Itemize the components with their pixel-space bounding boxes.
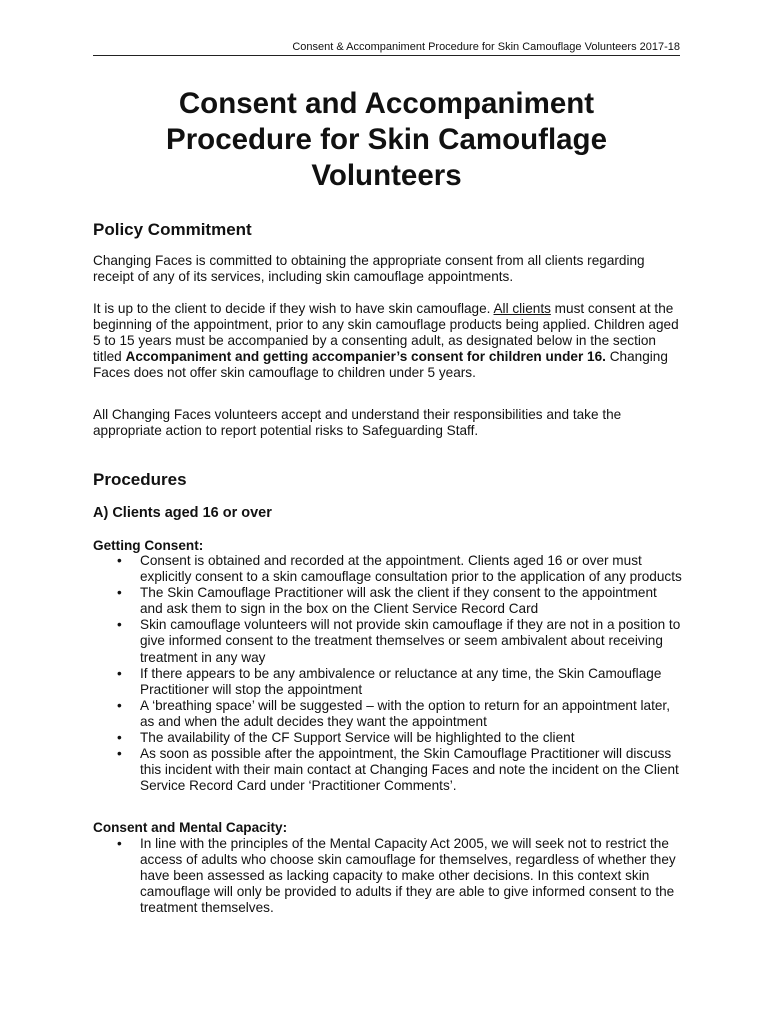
title-line-1: Consent and Accompaniment [178, 87, 595, 120]
bullet-icon: • [117, 617, 122, 633]
bullet-icon: • [117, 553, 122, 568]
all-clients-emphasis: All clients [493, 301, 551, 316]
procedures-heading: Procedures [93, 470, 187, 489]
policy-paragraph-1: Changing Faces is committed to obtaining the appropriate consent from all clients regarding receipt of any of its services, including skin camouflage appointments. [93, 253, 645, 285]
consent-item [93, 553, 683, 585]
consent-item-text: If there appears to be any ambivalence or reluctance at any time, the Skin Camouflage Practitioner will stop the appointment [140, 665, 662, 697]
capacity-item-text: In line with the principles of the Mental Capacity Act 2005, we will seek not to restrict the access of adults who choose skin camouflage for themselves, regardless of whether they have been assessed as lacking capacity to make other decisions. In this context skin camouflage will only be provided to adults if they are able to give informed consent to the treatment themselves. [140, 836, 676, 916]
policy-paragraph-3: All Changing Faces volunteers accept and understand their responsibilities and take the appropriate action to report potential risks to Safeguarding Staff. [93, 407, 622, 439]
consent-item-text: Consent is obtained and recorded at the appointment. Clients aged 16 or over must explicitly consent to a skin camouflage consultation prior to the application of any products [140, 553, 682, 585]
bullet-icon: • [117, 730, 122, 746]
bullet-icon: • [117, 585, 122, 601]
title-line-3: Volunteers [311, 159, 462, 192]
policy-paragraph-2 [93, 301, 683, 381]
consent-item-text: The Skin Camouflage Practitioner will ask the client if they consent to the appointment and ask them to sign in the box on the Client Service Record Card [140, 585, 657, 617]
consent-item [93, 666, 683, 698]
running-header: Consent & Accompaniment Procedure for Skin Camouflage Volunteers 2017-18 [93, 41, 680, 56]
p2-text-c: must consent at the beginning of the appointment, prior to any skin camouflage products being applied. Children aged 5 to 15 years must be accompanied by a consenting adult, as designated below in the section titled [93, 301, 679, 365]
consent-item [93, 617, 683, 665]
bullet-icon: • [117, 665, 122, 681]
title-line-2: Procedure for Skin Camouflage [166, 123, 607, 156]
capacity-item [93, 836, 683, 916]
mental-capacity-list [93, 836, 683, 916]
consent-item [93, 746, 683, 794]
section-reference: Accompaniment and getting accompanier’s consent for children under 16. [125, 349, 606, 365]
document-title [93, 86, 680, 194]
consent-item [93, 730, 683, 746]
consent-item-text: The availability of the CF Support Service will be highlighted to the client [140, 730, 575, 746]
mental-capacity-label: Consent and Mental Capacity: [93, 820, 288, 835]
p2-text-e: Changing Faces does not offer skin camouflage to children under 5 years. [93, 349, 668, 381]
policy-commitment-heading: Policy Commitment [93, 220, 252, 239]
consent-item-text: Skin camouflage volunteers will not provide skin camouflage if they are not in a position to give informed consent to the treatment themselves or seem ambivalent about receiving treatment in any way [140, 617, 681, 665]
section-a-heading: A) Clients aged 16 or over [93, 505, 272, 521]
p2-text-a: It is up to the client to decide if they wish to have skin camouflage. [93, 301, 494, 316]
consent-item [93, 585, 683, 617]
getting-consent-label: Getting Consent: [93, 538, 204, 553]
consent-item [93, 698, 683, 730]
bullet-icon: • [117, 836, 122, 851]
bullet-icon: • [117, 746, 122, 762]
consent-item-text: A ‘breathing space’ will be suggested – with the option to return for an appointment later, as and when the adult decides they want the appointment [140, 697, 670, 729]
bullet-icon: • [117, 697, 122, 713]
consent-item-text: As soon as possible after the appointment, the Skin Camouflage Practitioner will discuss this incident with their main contact at Changing Faces and note the incident on the Client Service Record Card under ‘Practitioner Comments’. [140, 746, 679, 794]
getting-consent-list [93, 553, 683, 794]
